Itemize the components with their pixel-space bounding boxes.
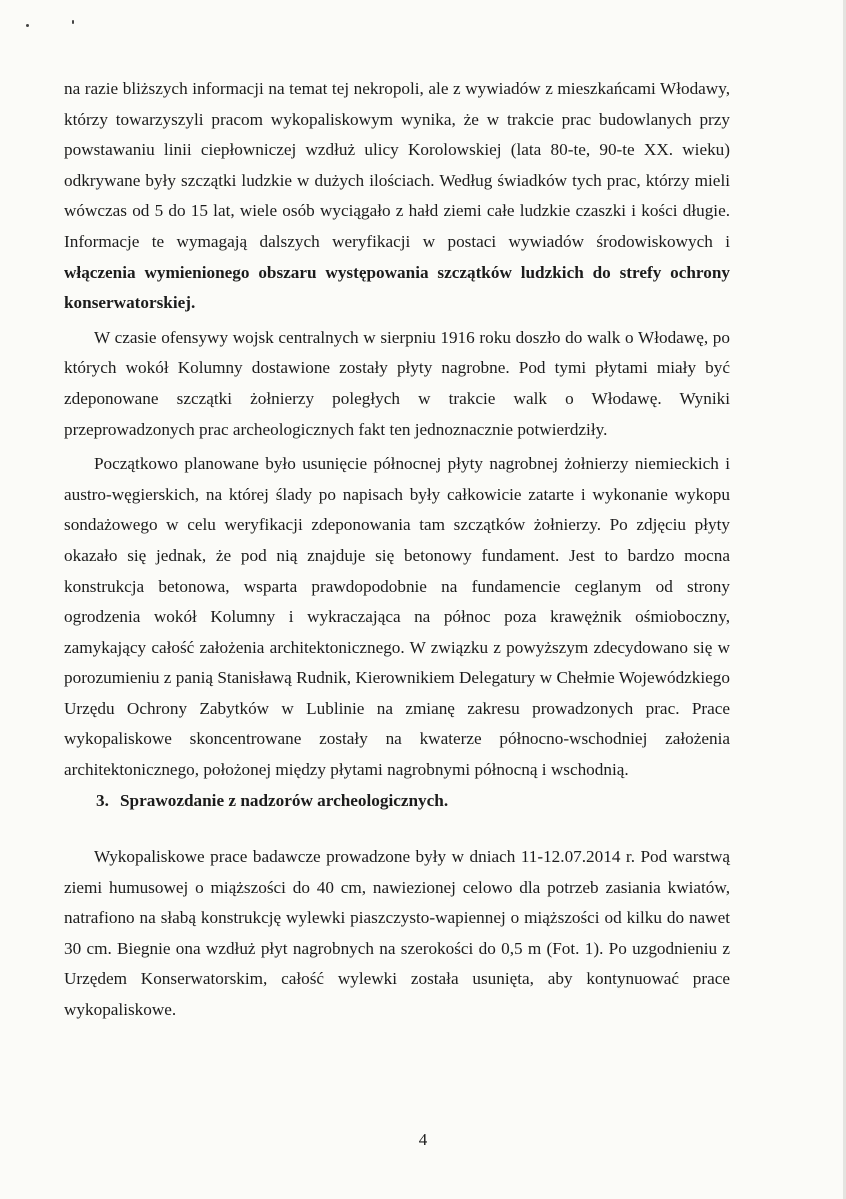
section-body-text — [64, 842, 730, 1026]
paragraph-4: Wykopaliskowe prace badawcze prowadzone były w dniach 11-12.07.2014 r. Pod warstwą ziemi humusowej o miąższości do 40 cm, nawiezionej celowo dla potrzeb zasiania kwiatów, natrafiono na słabą konstrukcję wylewki piaszczysto-wapiennej o miąższości od kilku do nawet 30 cm. Biegnie ona wzdłuż płyt nagrobnych na szerokości do 0,5 m (Fot. 1). Po uzgodnieniu z Urzędem Konserwatorskim, całość wylewki została usunięta, aby kontynuować prace wykopaliskowe. — [64, 847, 730, 1019]
paragraph-1-bold-text: włączenia wymienionego obszaru występowania szczątków ludzkich do strefy ochrony konserwatorskiej. — [64, 262, 730, 313]
paragraph-1-text: na razie bliższych informacji na temat tej nekropoli, ale z wywiadów z mieszkańcami Włodawy, którzy towarzyszyli pracom wykopaliskowym wynika, że w trakcie prac budowlanych przy powstawaniu linii ciepłowniczej wzdłuż ulicy Korolowskiej (lata 80-te, 90-te XX. wieku) odkrywane były szczątki ludzkie w dużych ilościach. Według świadków tych prac, którzy mieli wówczas od 5 do 15 lat, wiele osób wyciągało z hałd ziemi całe ludzkie czaszki i kości długie. Informacje te wymagają dalszych weryfikacji w postaci wywiadów środowiskowych i — [64, 79, 730, 251]
body-text — [64, 74, 730, 786]
scan-speck — [72, 20, 74, 24]
page-number: 4 — [418, 1130, 428, 1149]
paragraph-2: W czasie ofensywy wojsk centralnych w sierpniu 1916 roku doszło do walk o Włodawę, po których wokół Kolumny dostawione zostały płyty nagrobne. Pod tymi płytami miały być zdeponowane szczątki żołnierzy poległych w trakcie walk o Włodawę. Wyniki przeprowadzonych prac archeologicznych fakt ten jednoznacznie potwierdziły. — [64, 327, 730, 439]
section-number: 3. — [96, 791, 109, 810]
paragraph-1 — [64, 74, 730, 319]
section-heading — [96, 786, 448, 816]
scan-speck — [26, 24, 29, 27]
section-title: Sprawozdanie z nadzorów archeologicznych. — [120, 791, 449, 810]
paragraph-3: Początkowo planowane było usunięcie północnej płyty nagrobnej żołnierzy niemieckich i austro-węgierskich, na której ślady po napisach były całkowicie zatarte i wykonanie wykopu sondażowego w celu weryfikacji zdeponowania tam szczątków żołnierzy. Po zdjęciu płyty okazało się jednak, że pod nią znajduje się betonowy fundament. Jest to bardzo mocna konstrukcja betonowa, wsparta prawdopodobnie na fundamencie ceglanym od strony ogrodzenia wokół Kolumny i wykraczająca na północ poza krawężnik ośmioboczny, zamykający całość założenia architektonicznego. W związku z powyższym zdecydowano się w porozumieniu z panią Stanisławą Rudnik, Kierownikiem Delegatury w Chełmie Wojewódzkiego Urzędu Ochrony Zabytków w Lublinie na zmianę zakresu prowadzonych prac. Prace wykopaliskowe skoncentrowane zostały na kwaterze północno-wschodniej założenia architektonicznego, położonej między płytami nagrobnymi północną i wschodnią. — [64, 454, 730, 780]
